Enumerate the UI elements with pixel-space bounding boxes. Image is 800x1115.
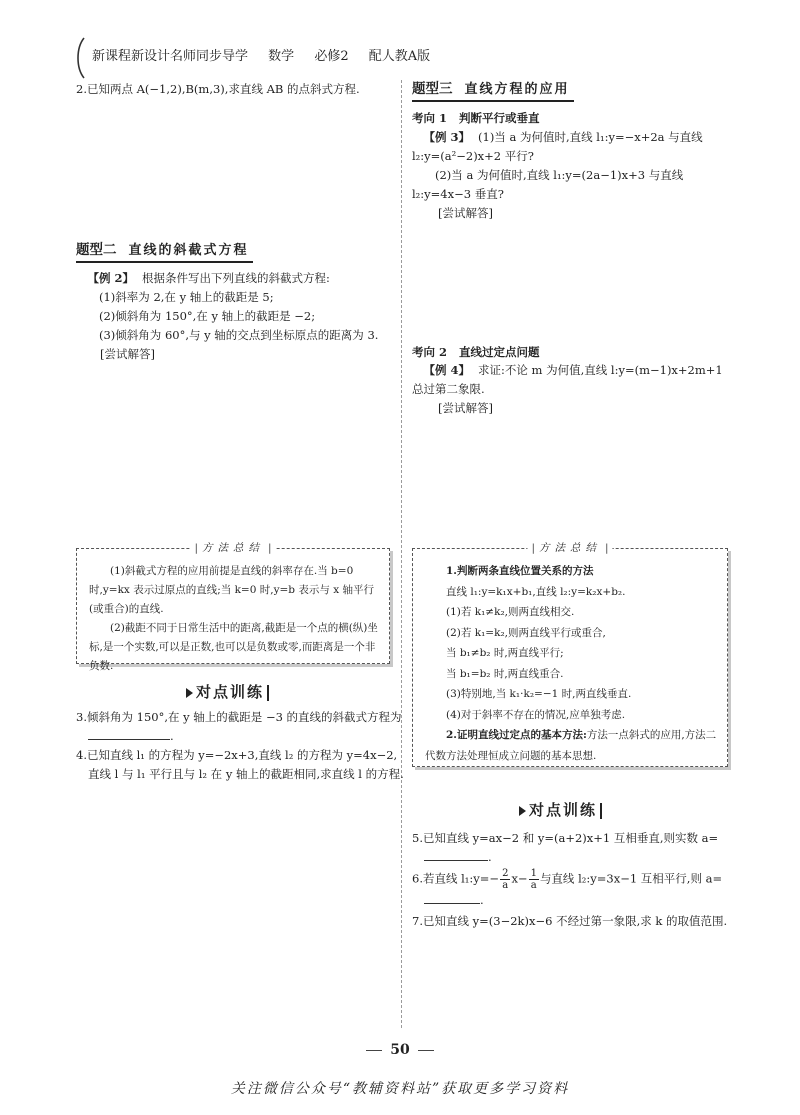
- page-number: [340, 1040, 460, 1060]
- method-summary-left-title: | 方法总结 |: [190, 540, 275, 556]
- header-book: 必修2: [314, 49, 349, 64]
- answer-blank: [424, 848, 488, 861]
- example-3-item-2: (2)当 a 为何值时,直线 l₁:y=(2a−1)x+3 与直线 l₂:y=4x−3 垂直?: [412, 168, 684, 201]
- example-2-item-2: (2)倾斜角为 150°,在 y 轴上的截距是 −2;: [99, 309, 316, 323]
- question-6-suffix: 与直线 l₂:y=3x−1 互相平行,则 a=: [539, 871, 723, 886]
- question-4: 4.已知直线 l₁ 的方程为 y=−2x+3,直线 l₂ 的方程为 y=4x−2,直线 l 与 l₁ 平行且与 l₂ 在 y 轴上的截距相同,求直线 l 的方程.: [76, 748, 404, 781]
- dash-decoration: [366, 1050, 382, 1051]
- practice-title-right-text: 对点训练: [529, 801, 598, 819]
- answer-blank: [424, 891, 480, 904]
- example-2-item-3: (3)倾斜角为 60°,与 y 轴的交点到坐标原点的距离为 3.: [99, 328, 379, 342]
- question-6-middle: x−: [511, 871, 528, 886]
- method-summary-right-line-3: (2)若 k₁=k₂,则两直线平行或重合,: [446, 626, 606, 639]
- header-subject: 数学: [268, 49, 295, 64]
- example-3-tag: 【例 3】: [423, 130, 471, 144]
- question-6-end: .: [480, 893, 484, 907]
- example-3-item-1: [412, 128, 730, 166]
- example-3-try-answer: [尝试解答]: [438, 206, 493, 220]
- arrow-icon: [186, 688, 193, 698]
- question-5-end: .: [488, 850, 492, 864]
- method-summary-right-title: | 方法总结 |: [527, 540, 612, 556]
- method-summary-right-line-4: 当 b₁≠b₂ 时,两直线平行;: [446, 647, 564, 659]
- method-summary-right-line-6: (3)特别地,当 k₁·k₂=−1 时,两直线垂直.: [446, 688, 632, 700]
- page-number-text: 50: [390, 1042, 410, 1058]
- question-3: [76, 708, 404, 746]
- bar-decoration: [267, 685, 269, 701]
- method-summary-left: [76, 542, 390, 672]
- question-6-prefix: 6.若直线 l₁:y=−: [412, 871, 500, 886]
- example-4-tag: 【例 4】: [423, 363, 471, 377]
- method-summary-right: [412, 542, 728, 767]
- method-summary-left-para-2: (2)截距不同于日常生活中的距离,截距是一个点的横(纵)坐标,是一个实数,可以是正数,也可以是负数或零,而距离是一个非负数.: [89, 622, 378, 672]
- header-bracket-icon: [74, 36, 88, 80]
- example-4-stem: [412, 361, 730, 399]
- direction-2-heading: [412, 343, 540, 362]
- direction-2-label: 考向 2: [412, 345, 448, 359]
- method-summary-right-line-7: (4)对于斜率不存在的情况,应单独考虑.: [446, 708, 626, 721]
- fraction-denominator: a: [502, 880, 509, 891]
- example-4-stem-text: 求证:不论 m 为何值,直线 l:y=(m−1)x+2m+1 总过第二象限.: [412, 363, 723, 396]
- example-2-try-answer: [尝试解答]: [100, 347, 155, 361]
- example-2: [76, 269, 392, 364]
- header-series-title: 新课程新设计名师同步导学: [92, 49, 249, 64]
- example-2-stem: [76, 269, 392, 288]
- fraction-numerator: 1: [530, 868, 537, 879]
- method-summary-right-text-2: 方法一点斜式的应用,方法二代数方法处理恒成立问题的基本思想.: [425, 729, 717, 762]
- question-3-end: .: [170, 729, 174, 743]
- section-3-heading: [412, 80, 574, 102]
- fraction-denominator: a: [530, 880, 537, 891]
- promo-footer: 关注微信公众号“教辅资料站”获取更多学习资料: [230, 1081, 570, 1097]
- method-summary-right-line-2: (1)若 k₁≠k₂,则两直线相交.: [446, 606, 575, 618]
- method-summary-left-para-1: (1)斜截式方程的应用前提是直线的斜率存在.当 b=0 时,y=kx 表示过原点的直线;当 k=0 时,y=b 表示与 x 轴平行(或重合)的直线.: [89, 565, 374, 615]
- section-2-label: 题型二: [76, 242, 117, 258]
- section-2-title: 直线的斜截式方程: [128, 243, 249, 258]
- example-2-item-1: (1)斜率为 2,在 y 轴上的截距是 5;: [99, 290, 274, 304]
- question-7: 7.已知直线 y=(3−2k)x−6 不经过第一象限,求 k 的取值范围.: [412, 914, 728, 928]
- section-2-heading: [76, 241, 253, 263]
- practice-title-right: [519, 800, 602, 820]
- example-2-tag: 【例 2】: [87, 271, 135, 285]
- method-summary-right-heading-1: 1.判断两条直线位置关系的方法: [446, 565, 594, 577]
- dash-decoration: [418, 1050, 434, 1051]
- example-2-stem-text: 根据条件写出下列直线的斜截式方程:: [142, 271, 330, 285]
- example-3-item-1-text: (1)当 a 为何值时,直线 l₁:y=−x+2a 与直线 l₂:y=(a²−2)x+2 平行?: [412, 130, 703, 163]
- running-header: [92, 47, 446, 67]
- question-6: [412, 868, 742, 910]
- answer-blank: [88, 727, 170, 740]
- arrow-icon: [519, 806, 526, 816]
- question-3-text: 3.倾斜角为 150°,在 y 轴上的截距是 −3 的直线的斜截式方程为: [76, 710, 402, 724]
- column-divider: [401, 80, 402, 1028]
- section-3-title: 直线方程的应用: [464, 82, 570, 97]
- question-5: [412, 829, 742, 867]
- section-3-label: 题型三: [412, 81, 453, 97]
- method-summary-right-line-1: 直线 l₁:y=k₁x+b₁,直线 l₂:y=k₂x+b₂.: [446, 585, 626, 598]
- method-summary-right-line-5: 当 b₁=b₂ 时,两直线重合.: [446, 667, 564, 680]
- example-4-try-answer: [尝试解答]: [438, 401, 493, 415]
- direction-1-label: 考向 1: [412, 111, 448, 125]
- fraction-numerator: 2: [502, 868, 509, 879]
- fraction-2-over-a: [500, 868, 510, 891]
- direction-1-heading: [412, 109, 540, 128]
- practice-title-left-text: 对点训练: [196, 683, 265, 701]
- example-4: [412, 361, 730, 418]
- question-2: 2.已知两点 A(−1,2),B(m,3),求直线 AB 的点斜式方程.: [76, 82, 360, 96]
- direction-1-title: 判断平行或垂直: [459, 111, 540, 125]
- practice-title-left: [186, 682, 269, 702]
- method-summary-right-point-2: [425, 725, 717, 766]
- question-5-text: 5.已知直线 y=ax−2 和 y=(a+2)x+1 互相垂直,则实数 a=: [412, 831, 719, 845]
- method-summary-right-heading-2: 2.证明直线过定点的基本方法:: [446, 729, 587, 741]
- header-edition: 配人教A版: [368, 49, 431, 64]
- direction-2-title: 直线过定点问题: [459, 345, 540, 359]
- example-3: [412, 128, 730, 223]
- fraction-1-over-a: [529, 868, 539, 891]
- bar-decoration: [600, 803, 602, 819]
